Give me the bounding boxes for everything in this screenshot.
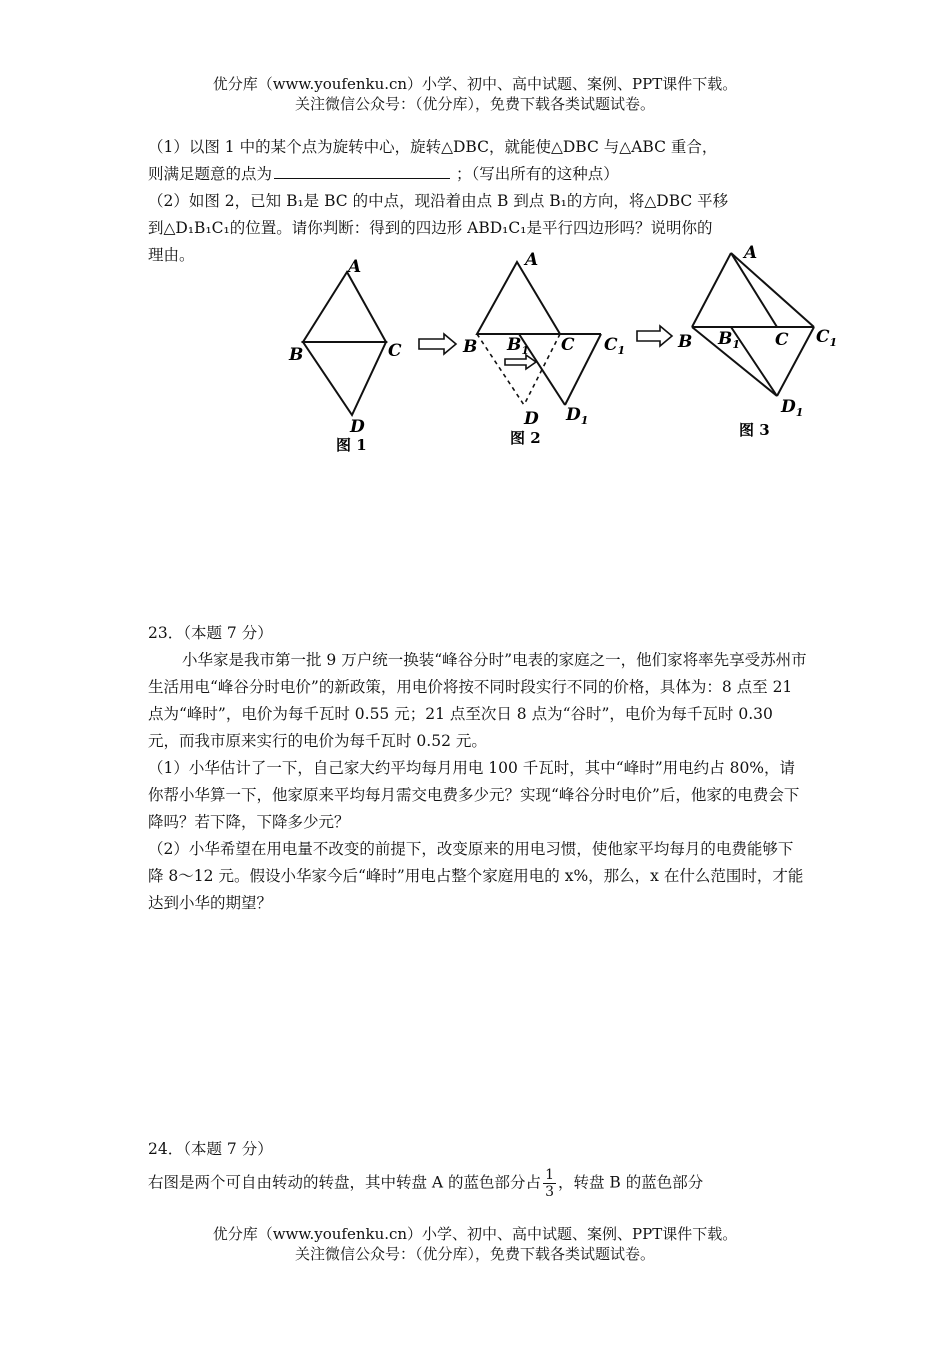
q23-section <box>148 620 808 917</box>
fig3-label-a: A <box>744 243 758 263</box>
geometry-figures <box>0 240 950 460</box>
figure-1 <box>303 272 386 415</box>
footer-line-1: 优分库（www.youfenku.cn）小学、初中、高中试题、案例、PPT课件下载。 <box>212 1225 738 1243</box>
arrow-right-icon <box>637 326 672 346</box>
fig3-label-b: B <box>678 332 693 352</box>
q23-paragraph-1: 小华家是我市第一批 9 万户统一换装“峰谷分时”电表的家庭之一，他们家将率先享受苏州市生活用电“峰谷分时电价”的新政策，用电价将按不同时段实行不同的价格，具体为：8 点至 21 点为“峰时”，电价为每千瓦时 0.55 元；21 点至次日 8 点为“谷时”，电价为每千瓦时 0.30 元，而我市原来实行的电价为每千瓦时 0.52 元。 <box>148 651 807 750</box>
fig2-label-d1: $D_1$ <box>566 405 589 427</box>
fig1-caption: 图 1 <box>336 436 367 454</box>
q24-section <box>148 1136 808 1200</box>
q22-part1-prefix: 则满足题意的点为 <box>148 165 273 183</box>
q24-text-pre: 右图是两个可自由转动的转盘，其中转盘 A 的蓝色部分占 <box>148 1173 542 1192</box>
q22-part1-suffix: ；（写出所有的这种点） <box>456 165 619 183</box>
figure-3 <box>692 253 814 396</box>
footer-line-2: 关注微信公众号：（优分库），免费下载各类试题试卷。 <box>294 1245 655 1263</box>
fig2-label-c: C <box>561 335 575 355</box>
arrow-right-icon <box>505 355 536 369</box>
q22-part1-line2 <box>148 161 808 188</box>
q22-part2-line2: 到△D₁B₁C₁的位置。请你判断：得到的四边形 ABD₁C₁是平行四边形吗？说明你的 <box>148 219 713 237</box>
q23-paragraph-3: （2）小华希望在用电量不改变的前提下，改变原来的用电习惯，使他家平均每月的电费能够下降 8～12 元。假设小华家今后“峰时”用电占整个家庭用电的 x%，那么，x 在什么范围时，才能达到小华的期望？ <box>148 840 804 912</box>
page-header <box>0 74 950 114</box>
fig1-label-d: D <box>350 417 365 437</box>
fig2-label-b: B <box>463 337 478 357</box>
fig3-label-b1: $B_1$ <box>718 329 741 351</box>
answer-blank[interactable] <box>274 162 450 179</box>
fig3-label-c1: $C_1$ <box>816 327 838 349</box>
fig3-caption: 图 3 <box>739 421 770 439</box>
fig2-label-b1: $B_1$ <box>507 335 530 357</box>
q22-part2-line3: 理由。 <box>148 246 195 264</box>
figure-2 <box>477 262 601 405</box>
fig1-label-b: B <box>289 345 304 365</box>
q22-part2-line1: （2）如图 2，已知 B₁是 BC 的中点，现沿着由点 B 到点 B₁的方向，将△DBC 平移 <box>148 192 729 210</box>
q23-title: 23．（本题 7 分） <box>148 624 273 642</box>
header-line-2: 关注微信公众号：（优分库），免费下载各类试题试卷。 <box>294 95 655 113</box>
arrow-right-icon <box>419 334 456 354</box>
fig2-label-c1: $C_1$ <box>604 335 626 357</box>
header-line-1: 优分库（www.youfenku.cn）小学、初中、高中试题、案例、PPT课件下载。 <box>212 75 738 93</box>
page-footer <box>0 1224 950 1264</box>
fig2-caption: 图 2 <box>510 429 541 447</box>
fig2-label-a: A <box>525 250 539 270</box>
fig3-label-c: C <box>775 330 789 350</box>
q24-title: 24．（本题 7 分） <box>148 1140 273 1158</box>
fraction-numerator: 1 <box>545 1167 554 1183</box>
q24-line-1 <box>148 1167 808 1200</box>
fig1-label-a: A <box>348 257 362 277</box>
q23-paragraph-2: （1）小华估计了一下，自己家大约平均每月用电 100 千瓦时，其中“峰时”用电约占 80%，请你帮小华算一下，他家原来平均每月需交电费多少元？实现“峰谷分时电价”后，他家的电费会下降吗？若下降，下降多少元？ <box>148 759 800 831</box>
fig1-label-c: C <box>388 341 402 361</box>
fig3-label-d1: $D_1$ <box>781 397 804 419</box>
q24-text-post: ，转盘 B 的蓝色部分 <box>557 1173 704 1192</box>
fraction <box>543 1167 556 1200</box>
q22-part1-line1: （1）以图 1 中的某个点为旋转中心，旋转△DBC，就能使△DBC 与△ABC 重合， <box>148 138 718 156</box>
fig2-label-d: D <box>524 409 539 429</box>
fraction-denominator: 3 <box>545 1184 554 1200</box>
